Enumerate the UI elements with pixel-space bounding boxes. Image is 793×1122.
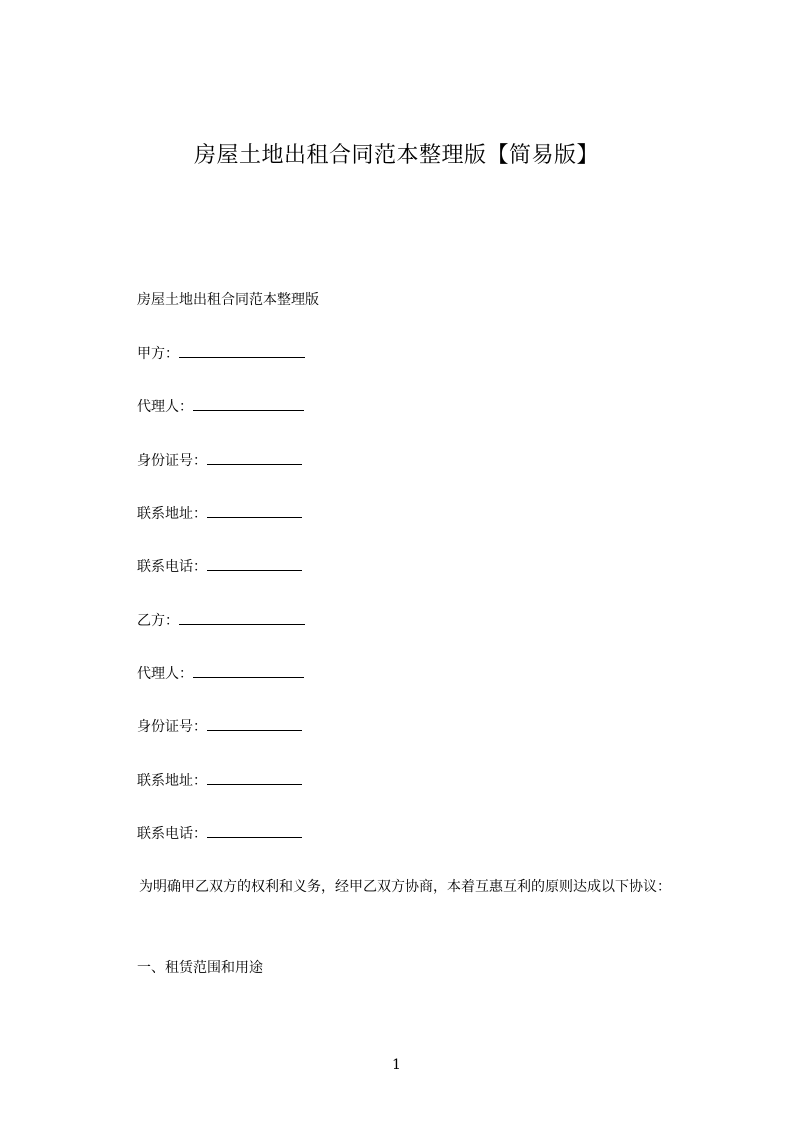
party-a-address-blank xyxy=(207,504,302,518)
section-heading: 一、租赁范围和用途 xyxy=(137,960,263,976)
page-number: 1 xyxy=(392,1057,401,1073)
document-title: 房屋土地出租合同范本整理版【简易版】 xyxy=(193,143,599,168)
party-a-agent-field xyxy=(137,397,304,417)
party-a-id-label: 身份证号： xyxy=(137,453,207,469)
party-b-agent-label: 代理人： xyxy=(137,666,193,682)
party-b-agent-blank xyxy=(193,664,304,678)
party-b-phone-blank xyxy=(207,824,302,838)
party-b-phone-label: 联系电话： xyxy=(137,826,207,842)
party-a-phone-field xyxy=(137,557,302,577)
party-a-label: 甲方： xyxy=(137,346,179,362)
party-b-phone-field xyxy=(137,824,302,844)
party-a-id-blank xyxy=(207,451,302,465)
party-a-agent-label: 代理人： xyxy=(137,399,193,415)
party-a-address-field xyxy=(137,504,302,524)
document-subtitle: 房屋土地出租合同范本整理版 xyxy=(137,292,319,308)
party-b-address-field xyxy=(137,771,302,791)
party-a-phone-label: 联系电话： xyxy=(137,559,207,575)
party-b-blank xyxy=(179,611,305,625)
party-a-field xyxy=(137,344,305,364)
party-b-field xyxy=(137,611,305,631)
party-b-label: 乙方： xyxy=(137,613,179,629)
party-b-id-field xyxy=(137,717,302,737)
party-a-address-label: 联系地址： xyxy=(137,506,207,522)
intro-paragraph: 为明确甲乙双方的权利和义务，经甲乙双方协商，本着互惠互利的原则达成以下协议： xyxy=(139,879,671,895)
party-a-blank xyxy=(179,344,305,358)
party-a-agent-blank xyxy=(193,397,304,411)
party-a-id-field xyxy=(137,451,302,471)
party-b-id-label: 身份证号： xyxy=(137,719,207,735)
party-b-id-blank xyxy=(207,717,302,731)
party-b-address-blank xyxy=(207,771,302,785)
party-a-phone-blank xyxy=(207,557,302,571)
party-b-address-label: 联系地址： xyxy=(137,773,207,789)
party-b-agent-field xyxy=(137,664,304,684)
